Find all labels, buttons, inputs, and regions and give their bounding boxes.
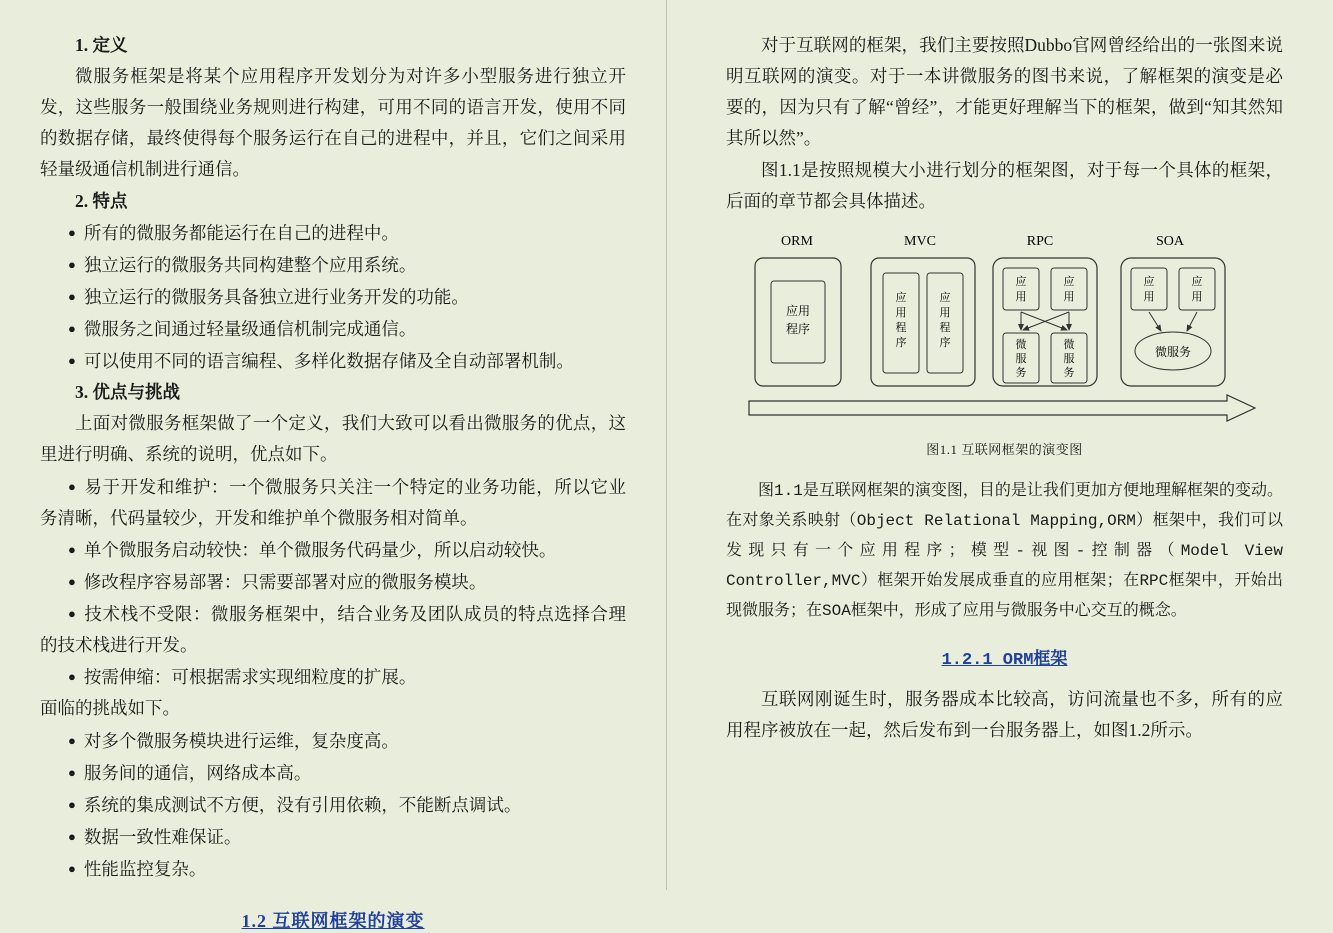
bullet-icon: ● (68, 669, 76, 684)
svg-text:务: 务 (1015, 367, 1026, 379)
bullet-icon: ● (68, 257, 76, 272)
paragraph-challenges-intro: 面临的挑战如下。 (40, 698, 180, 718)
list-item-label: 性能监控复杂。 (83, 859, 207, 879)
bullet-icon: ● (68, 765, 76, 780)
paragraph-orm-intro: 互联网刚诞生时，服务器成本比较高，访问流量也不多，所有的应用程序被放在一起，然后发布到一台服务器上，如图1.2所示。 (726, 689, 1283, 740)
svg-text:用: 用 (1191, 291, 1202, 303)
svg-text:应: 应 (1191, 276, 1202, 288)
list-item (40, 725, 626, 757)
heading-definition: 1. 定义 (75, 35, 128, 55)
list-item-label: 可以使用不同的语言编程、多样化数据存储及全自动部署机制。 (83, 351, 574, 371)
list-item (40, 281, 626, 313)
list-item (40, 249, 626, 281)
paragraph-definition: 微服务框架是将某个应用程序开发划分为对许多小型服务进行独立开发，这些服务一般围绕业务规则进行构建，可用不同的语言开发，使用不同的数据存储，最终使得每个服务运行在自己的进程中，并且，它们之间采用轻量级通信机制进行通信。 (40, 66, 626, 179)
list-item-label: 微服务之间通过轻量级通信机制完成通信。 (83, 319, 417, 339)
list-item (40, 345, 626, 377)
list-item (40, 853, 626, 885)
svg-text:程: 程 (895, 322, 906, 334)
svg-text:应: 应 (1063, 276, 1074, 288)
svg-text:应: 应 (1015, 276, 1026, 288)
bullet-icon: ● (68, 574, 76, 589)
svg-text:用: 用 (939, 307, 950, 319)
svg-text:服: 服 (1063, 353, 1074, 365)
list-item-label: 服务间的通信，网络成本高。 (83, 763, 312, 783)
group-title-soa: SOA (1155, 234, 1184, 249)
list-item-label: 单个微服务启动较快：单个微服务代码量少，所以启动较快。 (83, 540, 557, 560)
figure-caption: 图1.1 互联网框架的演变图 (926, 442, 1083, 457)
list-item (40, 598, 626, 661)
list-item (40, 566, 626, 598)
svg-text:应: 应 (1143, 276, 1154, 288)
paragraph-figure-intro: 图1.1是按照规模大小进行划分的框架图，对于每一个具体的框架，后面的章节都会具体描述。 (726, 160, 1283, 211)
svg-text:服: 服 (1015, 353, 1026, 365)
svg-text:用: 用 (1063, 291, 1074, 303)
bullet-icon: ● (68, 225, 76, 240)
heading-pros-cons: 3. 优点与挑战 (75, 382, 180, 402)
list-item (40, 661, 626, 693)
svg-text:微: 微 (1063, 339, 1074, 351)
svg-text:序: 序 (939, 337, 950, 349)
bullet-icon: ● (68, 542, 76, 557)
svg-text:应用: 应用 (785, 304, 810, 318)
paragraph-pros-intro: 上面对微服务框架做了一个定义，我们大致可以看出微服务的优点，这里进行明确、系统的说明，优点如下。 (40, 413, 626, 464)
section-link-1-2-1[interactable]: 1.2.1 ORM框架 (941, 651, 1068, 670)
bullet-icon: ● (68, 797, 76, 812)
list-item-label: 修改程序容易部署：只需要部署对应的微服务模块。 (83, 572, 487, 592)
list-item (40, 471, 626, 534)
paragraph-dubbo-intro: 对于互联网的框架，我们主要按照Dubbo官网曾经给出的一张图来说明互联网的演变。对于一本讲微服务的图书来说，了解框架的演变是必要的，因为只有了解“曾经”，才能更好理解当下的框架，做到“知其然知其所以然”。 (726, 35, 1283, 148)
svg-text:应: 应 (895, 292, 906, 304)
list-item-label: 对多个微服务模块进行运维，复杂度高。 (83, 731, 399, 751)
bullet-icon: ● (68, 321, 76, 336)
bullet-icon: ● (68, 479, 76, 494)
svg-text:用: 用 (1143, 291, 1154, 303)
right-column (666, 0, 1333, 890)
bullet-icon: ● (68, 733, 76, 748)
svg-text:微: 微 (1015, 339, 1026, 351)
group-title-orm: ORM (780, 234, 813, 249)
bullet-icon: ● (68, 289, 76, 304)
figure-1-1 (726, 233, 1283, 458)
svg-text:程: 程 (939, 322, 950, 334)
list-item-label: 按需伸缩：可根据需求实现细粒度的扩展。 (83, 667, 417, 687)
list-item-label: 系统的集成测试不方便，没有引用依赖，不能断点调试。 (83, 795, 522, 815)
framework-evolution-diagram (735, 233, 1275, 428)
svg-text:用: 用 (895, 307, 906, 319)
bullet-icon: ● (68, 829, 76, 844)
group-title-mvc: MVC (903, 234, 936, 249)
svg-text:应: 应 (939, 292, 950, 304)
svg-text:微服务: 微服务 (1154, 345, 1191, 359)
bullet-icon: ● (68, 861, 76, 876)
heading-features: 2. 特点 (75, 191, 128, 211)
left-column (0, 0, 666, 931)
list-item-label: 数据一致性难保证。 (83, 827, 242, 847)
paragraph-figure-explanation: 图1.1是互联网框架的演变图，目的是让我们更加方便地理解框架的变动。在对象关系映射（Object Relational Mapping,ORM）框架中，我们可以发现只有一个应用程序；模型-视图-控制器（Model View Controller,MVC）框架开始发展成垂直的应用框架；在RPC框架中，开始出现微服务；在SOA框架中，形成了应用与微服务中心交互的概念。 (726, 482, 1283, 620)
list-item-label: 所有的微服务都能运行在自己的进程中。 (83, 223, 399, 243)
svg-text:务: 务 (1063, 367, 1074, 379)
bullet-icon: ● (68, 353, 76, 368)
list-item-label: 易于开发和维护：一个微服务只关注一个特定的业务功能，所以它业务清晰，代码量较少，开发和维护单个微服务相对简单。 (40, 477, 626, 528)
list-item-label: 技术栈不受限：微服务框架中，结合业务及团队成员的特点选择合理的技术栈进行开发。 (40, 604, 626, 655)
list-item (40, 821, 626, 853)
group-title-rpc: RPC (1026, 234, 1053, 249)
section-link-1-2[interactable]: 1.2 互联网框架的演变 (241, 911, 425, 931)
list-item (40, 534, 626, 566)
svg-text:序: 序 (895, 337, 906, 349)
list-item-label: 独立运行的微服务具备独立进行业务开发的功能。 (83, 287, 469, 307)
list-item (40, 757, 626, 789)
list-item (40, 217, 626, 249)
svg-text:用: 用 (1015, 291, 1026, 303)
list-item (40, 789, 626, 821)
list-item (40, 313, 626, 345)
list-item-label: 独立运行的微服务共同构建整个应用系统。 (83, 255, 417, 275)
svg-text:程序: 程序 (785, 322, 810, 336)
bullet-icon: ● (68, 606, 76, 621)
